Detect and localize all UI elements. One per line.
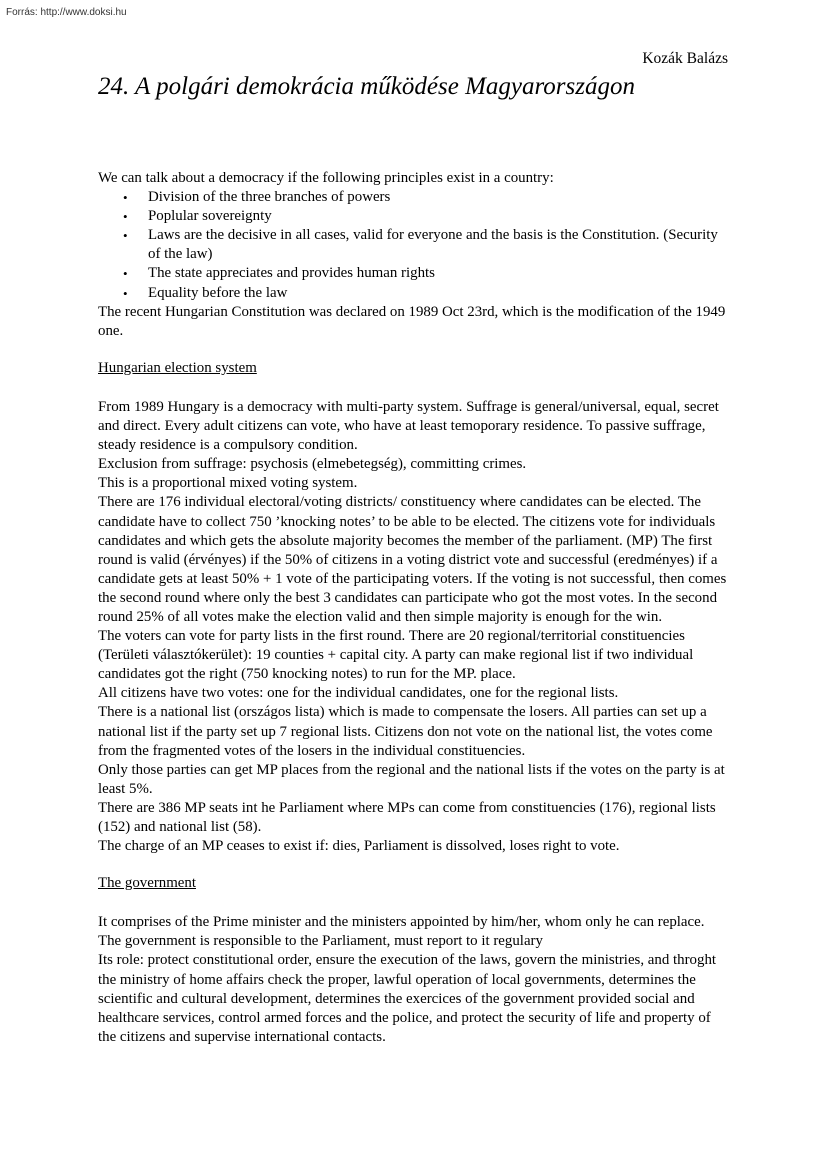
list-item: • Laws are the decisive in all cases, valid for everyone and the basis is the Constitution. (Security of the law) <box>148 226 730 264</box>
page-title: 24. A polgári demokrácia működése Magyarországon <box>98 73 635 100</box>
paragraph: Only those parties can get MP places from the regional and the national lists if the votes on the party is at least 5%. <box>98 761 725 797</box>
paragraph: All citizens have two votes: one for the individual candidates, one for the regional lists. <box>98 685 619 702</box>
source-label: Forrás: http://www.doksi.hu <box>6 7 127 18</box>
constitution-text: The recent Hungarian Constitution was declared on 1989 Oct 23rd, which is the modification of the 1949 one. <box>98 303 726 339</box>
paragraph: Exclusion from suffrage: psychosis (elmebetegség), committing crimes. <box>98 456 527 473</box>
paragraph: From 1989 Hungary is a democracy with multi-party system. Suffrage is general/universal, equal, secret and direct. Every adult citizens can vote, who have at least temoporary residence. To passive suffrage, steady residence is a compulsory condition. <box>98 398 719 454</box>
paragraph: It comprises of the Prime minister and the ministers appointed by him/her, whom only he can replace. The government is responsible to the Parliament, must report to it regulary <box>98 914 705 950</box>
list-item: • Division of the three branches of powers <box>148 188 730 207</box>
paragraph: There are 386 MP seats int he Parliament where MPs can come from constituencies (176), regional lists (152) and national list (58). <box>98 799 716 835</box>
paragraph: The charge of an MP ceases to exist if: dies, Parliament is dissolved, loses right to vote. <box>98 838 620 855</box>
paragraph: Its role: protect constitutional order, ensure the execution of the laws, govern the ministries, and throght the ministry of home affairs check the proper, lawful operation of local governments, determines the scientific and cultural development, determines the exercices of the government provided social and healthcare services, control armed forces and the police, and protect the security of life and property of the citizens and supervise international contacts. <box>98 952 717 1045</box>
paragraph: There is a national list (országos lista) which is made to compensate the losers. All parties can set up a national list if the party set up 7 regional lists. Citizens don not vote on the national list, the votes come from the fragmented votes of the losers in the individual constituencies. <box>98 704 713 759</box>
author-name: Kozák Balázs <box>642 50 728 67</box>
list-item: • Equality before the law <box>148 284 730 303</box>
paragraph: The voters can vote for party lists in the first round. There are 20 regional/territorial constituencies (Területi választókerület): 19 counties + capital city. A party can make regional list if two individual candidates got the right (750 knocking notes) to run for the MP. place. <box>98 628 694 683</box>
paragraph: There are 176 individual electoral/voting districts/ constituency where candidates can be elected. The candidate have to collect 750 ’knocking notes’ to be able to be elected. The citizens vote for individuals candidates and which gets the absolute majority becomes the member of the parliament. (MP) The first round is valid (érvényes) if the 50% of citizens in a voting district vote and successful (eredményes) if a candidate gets at least 50% + 1 vote of the participating voters. If the voting is not successful, then comes the second round where only the best 3 candidates can participate who got the most votes. In the second round 25% of all votes make the election valid and then simple majority is enough for the win. <box>98 494 727 625</box>
government-heading: The government <box>98 875 196 892</box>
list-item: • Poplular sovereignty <box>148 207 730 226</box>
election-heading: Hungarian election system <box>98 359 257 376</box>
document-body <box>98 169 730 1047</box>
intro-text: We can talk about a democracy if the following principles exist in a country: <box>98 170 554 186</box>
list-item: • The state appreciates and provides human rights <box>148 264 730 283</box>
paragraph: This is a proportional mixed voting system. <box>98 475 358 492</box>
principles-list <box>98 188 730 303</box>
